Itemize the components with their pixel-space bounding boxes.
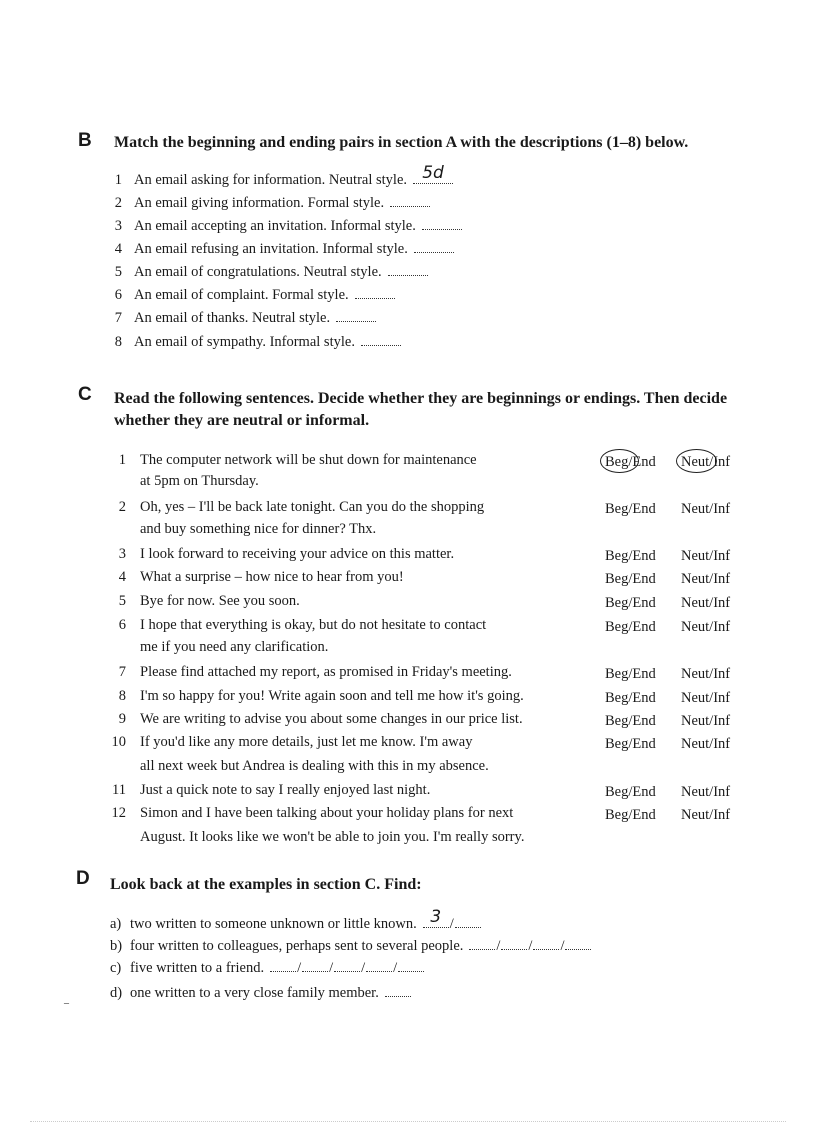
answer-blank[interactable] xyxy=(385,984,411,997)
item-text-line1: The computer network will be shut down for maintenance xyxy=(140,452,477,468)
item-text: An email of complaint. Formal style. xyxy=(134,287,349,303)
answer-blank[interactable] xyxy=(366,959,392,972)
section-c-instruction-line2: whether they are neutral or informal. xyxy=(114,412,370,429)
item-text: An email of congratulations. Neutral style. xyxy=(134,264,382,280)
item-number: 3 xyxy=(114,218,122,234)
option-neut-inf[interactable]: Neut/Inf xyxy=(681,571,731,587)
margin-mark: _ xyxy=(64,994,69,1005)
option-beg-end[interactable]: Beg/End xyxy=(605,595,656,611)
answer-blank[interactable] xyxy=(455,915,481,928)
answer-blank[interactable] xyxy=(336,309,376,322)
option-beg-end[interactable]: Beg/End xyxy=(605,501,656,517)
answer-blank[interactable] xyxy=(533,937,559,950)
neut-circled-mark: Neut/Inf xyxy=(681,454,731,470)
answer-blank[interactable] xyxy=(413,163,453,184)
option-beg-end[interactable]: Beg/End xyxy=(605,713,656,729)
option-neut-inf[interactable]: Neut/Inf xyxy=(681,619,731,635)
item-label: c) xyxy=(110,960,122,976)
item-text: An email refusing an invitation. Informal style. xyxy=(134,241,408,257)
item-number: 1 xyxy=(114,172,122,188)
item-text: An email giving information. Formal style. xyxy=(134,195,385,211)
item-number: 8 xyxy=(114,334,122,350)
item-label: a) xyxy=(110,916,122,932)
answer-blank[interactable] xyxy=(565,937,591,950)
answer-value: 5d xyxy=(422,163,444,183)
item-number: 5 xyxy=(114,264,122,280)
answer-value: 3 xyxy=(430,907,442,927)
option-beg-end[interactable]: Beg/End xyxy=(605,690,656,706)
option-beg-end[interactable]: Beg/End xyxy=(605,784,656,800)
option-beg-end[interactable]: Beg/End xyxy=(605,807,656,823)
section-d-letter: D xyxy=(76,868,90,889)
option-neut-inf[interactable]: Neut/Inf xyxy=(681,501,731,517)
item-number: 11 xyxy=(112,782,126,798)
item-number: 2 xyxy=(114,195,122,211)
answer-blank[interactable] xyxy=(390,194,430,207)
item-text-line2: all next week but Andrea is dealing with this in my absence. xyxy=(140,758,489,774)
section-b-instruction: Match the beginning and ending pairs in section A with the descriptions (1–8) below. xyxy=(114,134,689,151)
answer-blank[interactable] xyxy=(361,333,401,346)
item-text-line1: Oh, yes – I'll be back late tonight. Can you do the shopping xyxy=(140,499,485,515)
option-beg-end[interactable] xyxy=(605,452,656,472)
item-text-line1: We are writing to advise you about some changes in our price list. xyxy=(140,711,523,727)
item-label: d) xyxy=(110,985,123,1001)
item-number: 6 xyxy=(114,287,122,303)
option-beg-end[interactable]: Beg/End xyxy=(605,736,656,752)
item-label: b) xyxy=(110,938,123,954)
item-text: An email of thanks. Neutral style. xyxy=(134,310,331,326)
item-text: two written to someone unknown or little known. xyxy=(130,916,417,932)
option-neut-inf[interactable]: Neut/Inf xyxy=(681,713,731,729)
item-text-line2: and buy something nice for dinner? Thx. xyxy=(140,521,377,537)
option-neut-inf[interactable]: Neut/Inf xyxy=(681,595,731,611)
option-beg-end[interactable]: Beg/End xyxy=(605,548,656,564)
item-number: 5 xyxy=(118,593,126,609)
section-c-letter: C xyxy=(78,384,92,405)
option-neut-inf[interactable]: Neut/Inf xyxy=(681,784,731,800)
item-text-line1: Please find attached my report, as promised in Friday's meeting. xyxy=(140,664,512,680)
item-number: 2 xyxy=(118,499,126,515)
item-text-line1: I look forward to receiving your advice on this matter. xyxy=(140,546,455,562)
option-neut-inf[interactable]: Neut/Inf xyxy=(681,736,731,752)
item-text-line1: If you'd like any more details, just let me know. I'm away xyxy=(140,734,473,750)
option-beg-end[interactable]: Beg/End xyxy=(605,666,656,682)
item-text: one written to a very close family member. xyxy=(130,985,379,1001)
answer-blank[interactable] xyxy=(302,959,328,972)
item-number: 10 xyxy=(111,734,126,750)
section-c-instruction-line1: Read the following sentences. Decide whether they are beginnings or endings. Then decide xyxy=(114,390,728,407)
item-text-line2: August. It looks like we won't be able to join you. I'm really sorry. xyxy=(140,829,525,845)
answer-blank[interactable] xyxy=(270,959,296,972)
answer-blank[interactable] xyxy=(388,263,428,276)
beg-circled-mark: Beg/End xyxy=(605,454,656,470)
item-text-line1: Bye for now. See you soon. xyxy=(140,593,300,609)
item-text: An email of sympathy. Informal style. xyxy=(134,334,355,350)
answer-blank[interactable] xyxy=(334,959,360,972)
item-number: 8 xyxy=(118,688,126,704)
item-text-line1: I'm so happy for you! Write again soon and tell me how it's going. xyxy=(140,688,524,704)
answer-blank[interactable] xyxy=(355,286,395,299)
option-neut-inf[interactable]: Neut/Inf xyxy=(681,666,731,682)
option-neut-inf[interactable]: Neut/Inf xyxy=(681,690,731,706)
item-text-line2: at 5pm on Thursday. xyxy=(140,473,259,489)
option-neut-inf[interactable]: Neut/Inf xyxy=(681,548,731,564)
item-text-line1: Just a quick note to say I really enjoyed last night. xyxy=(140,782,431,798)
section-d-instruction: Look back at the examples in section C. Find: xyxy=(110,876,422,893)
item-text: An email asking for information. Neutral style. xyxy=(134,172,408,188)
answer-blank[interactable] xyxy=(423,907,449,928)
answer-blank[interactable] xyxy=(398,959,424,972)
item-number: 1 xyxy=(118,452,126,468)
item-text: four written to colleagues, perhaps sent to several people. xyxy=(130,938,464,954)
answer-blank[interactable] xyxy=(469,937,495,950)
item-text-line1: What a surprise – how nice to hear from you! xyxy=(140,569,404,585)
item-text: An email accepting an invitation. Informal style. xyxy=(134,218,416,234)
item-number: 7 xyxy=(118,664,126,680)
item-number: 9 xyxy=(118,711,126,727)
option-beg-end[interactable]: Beg/End xyxy=(605,619,656,635)
option-neut-inf[interactable]: Neut/Inf xyxy=(681,807,731,823)
item-text-line2: me if you need any clarification. xyxy=(140,639,329,655)
answer-blank[interactable] xyxy=(422,217,462,230)
item-text-line1: Simon and I have been talking about your holiday plans for next xyxy=(140,805,514,821)
section-b-letter: B xyxy=(78,130,92,151)
answer-blank[interactable] xyxy=(501,937,527,950)
option-neut-inf[interactable] xyxy=(681,452,730,472)
page-bottom-edge xyxy=(30,1121,786,1122)
item-text-line1: I hope that everything is okay, but do not hesitate to contact xyxy=(140,617,487,633)
item-number: 7 xyxy=(114,310,122,326)
item-number: 4 xyxy=(114,241,122,257)
item-number: 12 xyxy=(111,805,126,821)
answer-blank[interactable] xyxy=(414,240,454,253)
item-number: 6 xyxy=(118,617,126,633)
option-beg-end[interactable]: Beg/End xyxy=(605,571,656,587)
item-text: five written to a friend. xyxy=(130,960,265,976)
item-number: 4 xyxy=(118,569,126,585)
item-number: 3 xyxy=(118,546,126,562)
